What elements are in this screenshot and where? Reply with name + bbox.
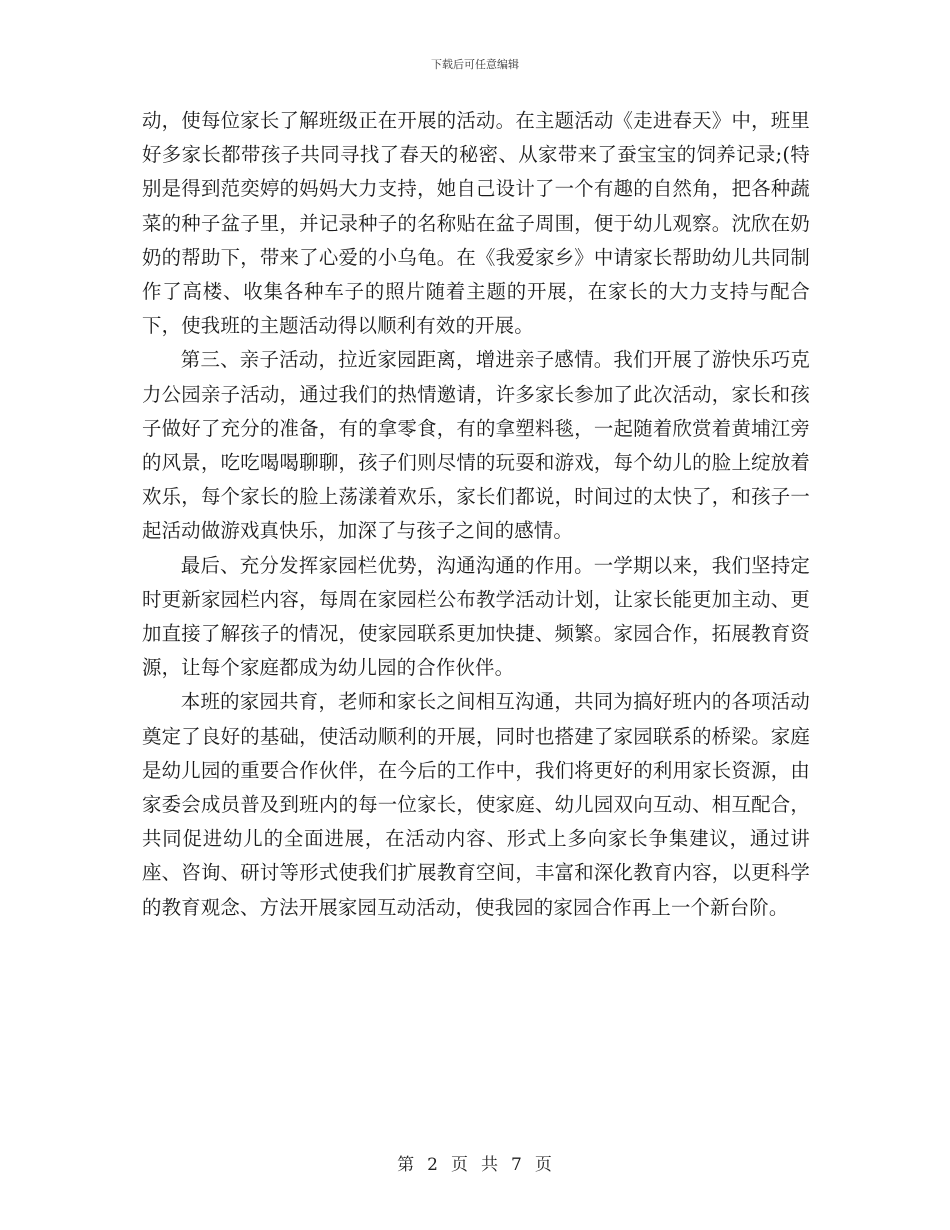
footer-page-unit: 页 xyxy=(451,1155,469,1175)
footer-total-unit: 页 xyxy=(534,1155,553,1175)
footer-total-pages: 7 xyxy=(511,1155,523,1175)
document-body xyxy=(142,104,810,925)
page-footer xyxy=(0,1150,950,1175)
footer-current-page: 2 xyxy=(427,1155,439,1175)
body-paragraph-3: 最后、充分发挥家园栏优势，沟通沟通的作用。一学期以来，我们坚持定时更新家园栏内容，每周在家园栏公布教学活动计划，让家长能更加主动、更加直接了解孩子的情况，使家园联系更加快捷、频繁。家园合作，拓展教育资源，让每个家庭都成为幼儿园的合作伙伴。 xyxy=(142,553,810,680)
body-paragraph-1: 动，使每位家长了解班级正在开展的活动。在主题活动《走进春天》中，班里好多家长都带孩子共同寻找了春天的秘密、从家带来了蚕宝宝的饲养记录;(特别是得到范奕婷的妈妈大力支持，她自己设计了一个有趣的自然角，把各种蔬菜的种子盆子里，并记录种子的名称贴在盆子周围，便于幼儿观察。沈欣在奶奶的帮助下，带来了心爱的小乌龟。在《我爱家乡》中请家长帮助幼儿共同制作了高楼、收集各种车子的照片随着主题的开展，在家长的大力支持与配合下，使我班的主题活动得以顺利有效的开展。 xyxy=(142,109,810,338)
footer-total-word: 共 xyxy=(481,1155,499,1175)
body-paragraph-4: 本班的家园共育，老师和家长之间相互沟通，共同为搞好班内的各项活动奠定了良好的基础，使活动顺利的开展，同时也搭建了家园联系的桥梁。家庭是幼儿园的重要合作伙伴，在今后的工作中，我们将更好的利用家长资源，由家委会成员普及到班内的每一位家长，使家庭、幼儿园双向互动、相互配合，共同促进幼儿的全面进展，在活动内容、形式上多向家长争集建议，通过讲座、咨询、研讨等形式使我们扩展教育空间，丰富和深化教育内容，以更科学的教育观念、方法开展家园互动活动，使我园的家园合作再上一个新台阶。 xyxy=(142,690,810,919)
header-note: 下载后可任意编辑 xyxy=(431,58,519,71)
body-paragraph-2: 第三、亲子活动，拉近家园距离，增进亲子感情。我们开展了游快乐巧克力公园亲子活动，通过我们的热情邀请，许多家长参加了此次活动，家长和孩子做好了充分的准备，有的拿零食，有的拿塑料毯，一起随着欣赏着黄埔江旁的风景，吃吃喝喝聊聊，孩子们则尽情的玩耍和游戏，每个幼儿的脸上绽放着欢乐，每个家长的脸上荡漾着欢乐，家长们都说，时间过的太快了，和孩子一起活动做游戏真快乐，加深了与孩子之间的感情。 xyxy=(142,348,810,543)
footer-prefix: 第 xyxy=(397,1155,416,1175)
